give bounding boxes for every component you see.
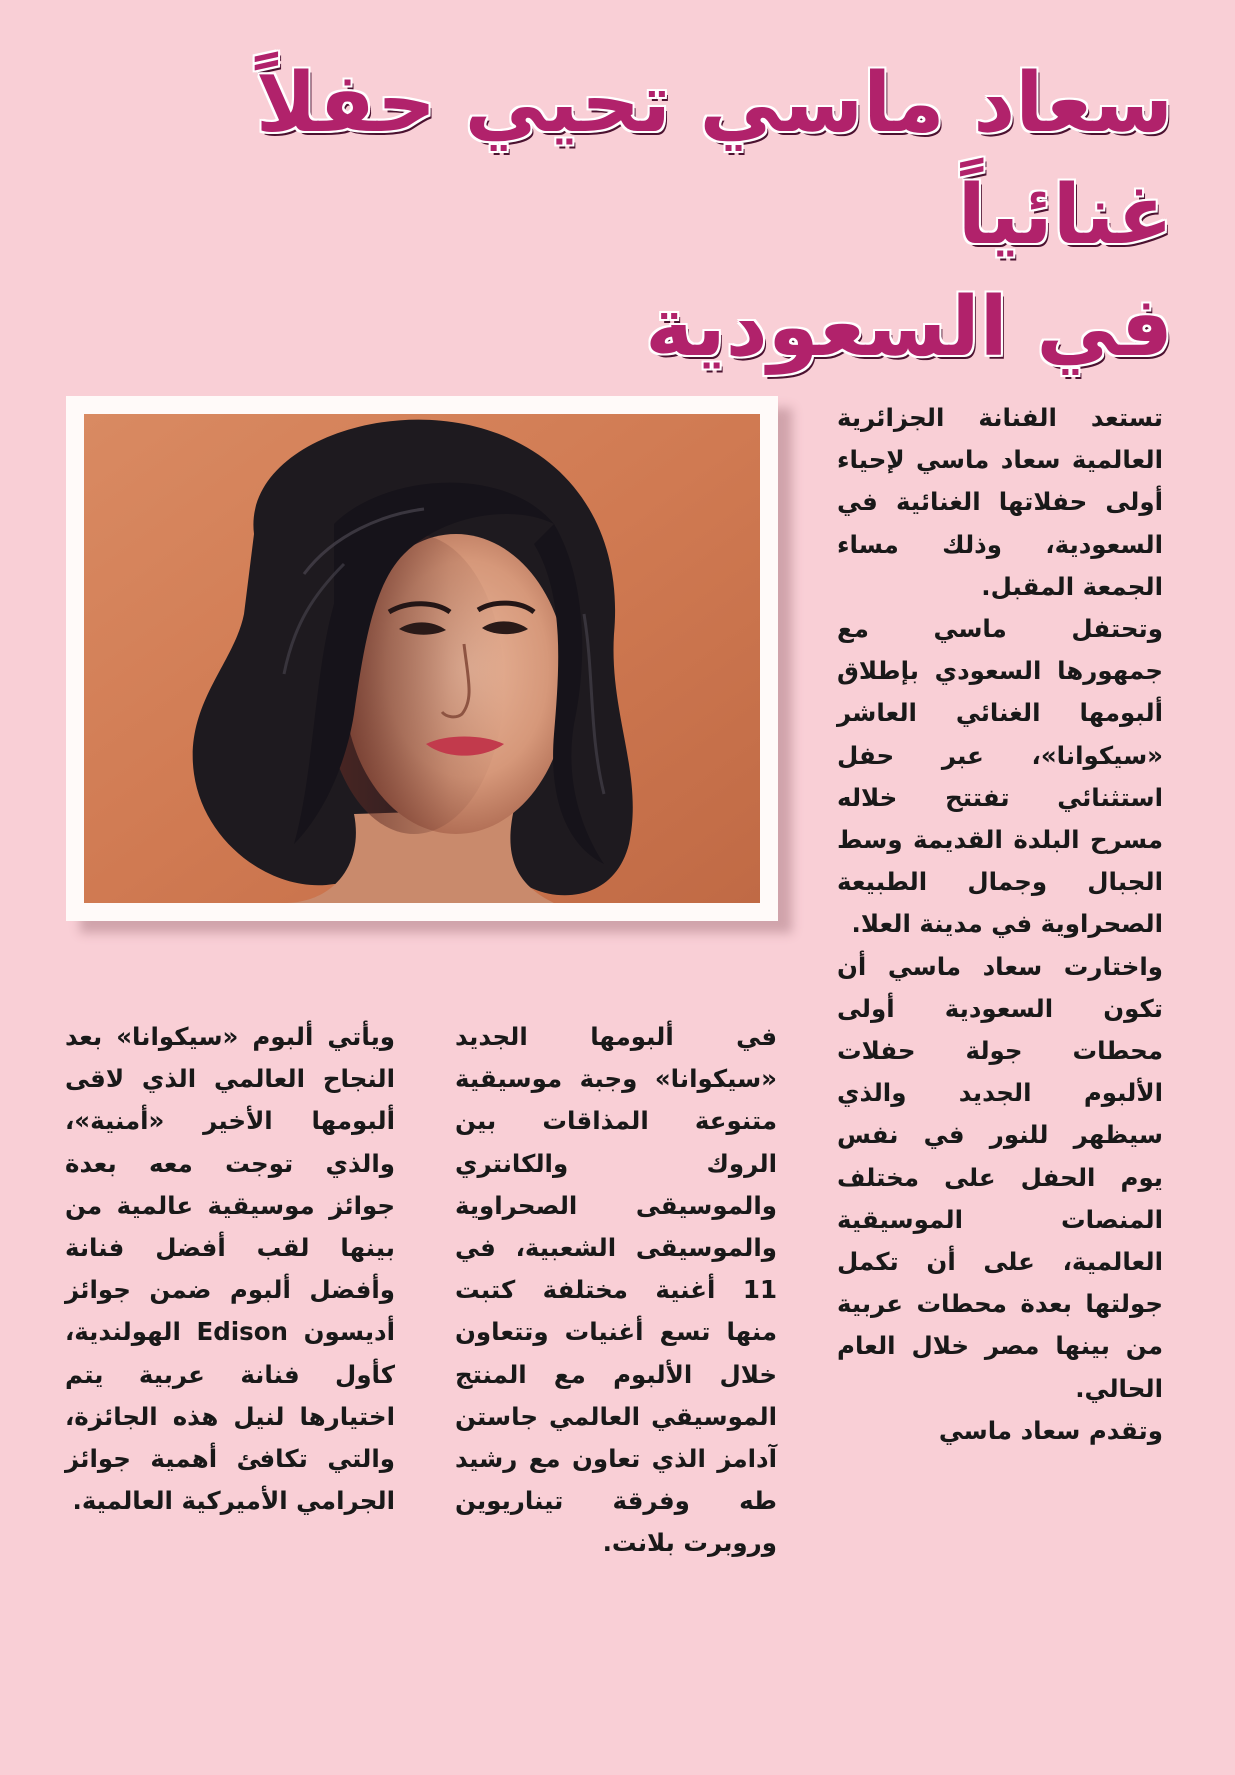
article-column-left bbox=[65, 1016, 395, 1522]
article-column-middle bbox=[455, 1016, 777, 1565]
photo-frame bbox=[66, 396, 778, 921]
paragraph: تستعد الفنانة الجزائرية العالمية سعاد ماسي لإحياء أولى حفلاتها الغنائية في السعودية، وذلك مساء الجمعة المقبل. bbox=[837, 403, 1163, 601]
article-headline bbox=[143, 48, 1173, 384]
paragraph: في ألبومها الجديد «سيكوانا» وجبة موسيقية متنوعة المذاقات بين الروك والكانتري والموسيقى الصحراوية والموسيقى الشعبية، في 11 أغنية مختلفة كتبت منها تسع أغنيات وتتعاون خلال الألبوم مع المنتج الموسيقي العالمي جاستن آدامز الذي تعاون مع رشيد طه وفرقة تيناريوين وروبرت بلانت. bbox=[455, 1022, 777, 1558]
article-column-right bbox=[837, 397, 1163, 1452]
headline-line-2: في السعودية bbox=[645, 280, 1173, 375]
article-photo bbox=[84, 414, 760, 903]
portrait-illustration bbox=[84, 414, 760, 903]
headline-line-1: سعاد ماسي تحيي حفلاً غنائياً bbox=[255, 56, 1173, 263]
paragraph: وتحتفل ماسي مع جمهورها السعودي بإطلاق ألبومها الغنائي العاشر «سيكوانا»، عبر حفل استثنائي تفتتح خلاله مسرح البلدة القديمة وسط الجبال وجمال الطبيعة الصحراوية في مدينة العلا. bbox=[837, 614, 1163, 939]
paragraph: واختارت سعاد ماسي أن تكون السعودية أولى محطات جولة حفلات الألبوم الجديد والذي سيظهر للنور في نفس يوم الحفل على مختلف المنصات الموسيقية العالمية، على أن تكمل جولتها بعدة محطات عربية من بينها مصر خلال العام الحالي. bbox=[837, 951, 1163, 1403]
paragraph: وتقدم سعاد ماسي bbox=[938, 1415, 1163, 1445]
paragraph: ويأتي ألبوم «سيكوانا» بعد النجاح العالمي الذي لاقى ألبومها الأخير «أمنية»، والذي توجت معه بعدة جوائز موسيقية عالمية من بينها لقب أفضل فنانة وأفضل ألبوم ضمن جوائز أديسون Edison الهولندية، كأول فنانة عربية يتم اختيارها لنيل هذه الجائزة، والتي تكافئ أهمية جوائز الجرامي الأميركية العالمية. bbox=[65, 1022, 395, 1516]
